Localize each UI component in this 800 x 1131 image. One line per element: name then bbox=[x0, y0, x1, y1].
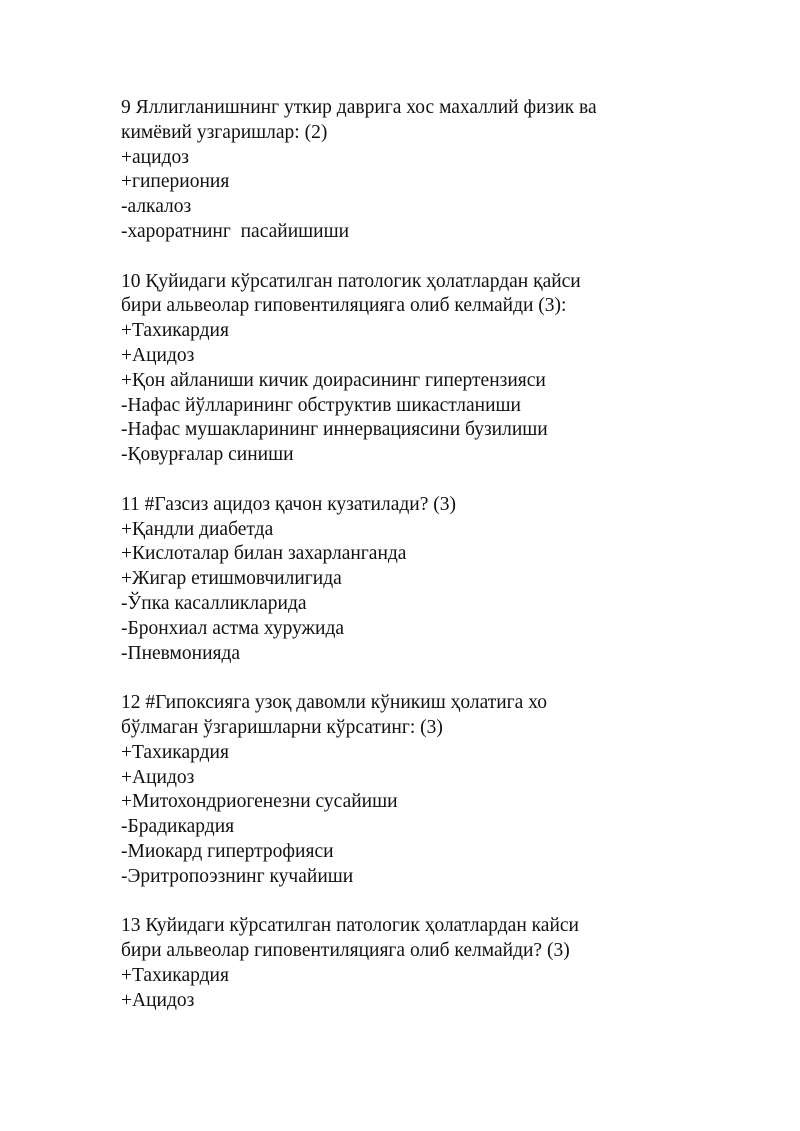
answer-option: +ацидоз bbox=[121, 146, 189, 168]
answer-option: -Ўпка касалликларида bbox=[121, 592, 307, 614]
answer-option: +Жигар етишмовчилигида bbox=[121, 568, 342, 590]
answer-option: -Пневмонияда bbox=[121, 642, 241, 664]
question-text-line: 13 Куйидаги кўрсатилган патологик ҳолатлардан кайси bbox=[121, 915, 579, 937]
answer-option: +Ацидоз bbox=[121, 989, 195, 1011]
answer-option: +Кислоталар билан захарланганда bbox=[121, 543, 407, 565]
answer-option: -хароратнинг пасайишиши bbox=[121, 220, 350, 242]
question-text-line: бири альвеолар гиповентиляцияга олиб келмайди? (3) bbox=[121, 940, 570, 962]
answer-option: +гипериония bbox=[121, 171, 230, 193]
question-text-line: 12 #Гипоксияга узоқ давомли кўникиш ҳолатига хо bbox=[121, 692, 547, 714]
question-13 bbox=[121, 914, 681, 1013]
answer-option: +Тахикардия bbox=[121, 741, 229, 763]
answer-option: -Қовурғалар синиши bbox=[121, 444, 294, 466]
answer-option: +Тахикардия bbox=[121, 320, 229, 342]
answer-option: +Қон айланиши кичик доирасининг гипертензияси bbox=[121, 369, 546, 391]
question-text-line: 10 Қуйидаги кўрсатилган патологик ҳолатлардан қайси bbox=[121, 270, 581, 292]
answer-option: +Қандли диабетда bbox=[121, 518, 274, 540]
question-11 bbox=[121, 493, 681, 667]
question-text-line: бири альвеолар гиповентиляцияга олиб келмайди (3): bbox=[121, 295, 567, 317]
answer-option: -Эритропоэзнинг кучайиши bbox=[121, 865, 354, 887]
question-text-line: 11 #Газсиз ацидоз қачон кузатилади? (3) bbox=[121, 493, 456, 515]
question-text-line: кимёвий узгаришлар: (2) bbox=[121, 121, 328, 143]
answer-option: +Ацидоз bbox=[121, 344, 195, 366]
answer-option: -Брадикардия bbox=[121, 816, 235, 838]
answer-option: +Ацидоз bbox=[121, 766, 195, 788]
question-10 bbox=[121, 270, 681, 468]
answer-option: +Митохондриогенезни сусайиши bbox=[121, 791, 398, 813]
answer-option: -Миокард гипертрофияси bbox=[121, 840, 334, 862]
answer-option: +Тахикардия bbox=[121, 964, 229, 986]
question-12 bbox=[121, 691, 681, 889]
question-9 bbox=[121, 96, 681, 245]
question-text-line: 9 Яллигланишнинг уткир даврига хос махаллий физик ва bbox=[121, 97, 597, 118]
document-page bbox=[121, 96, 681, 1013]
question-text-line: бўлмаган ўзгаришларни кўрсатинг: (3) bbox=[121, 716, 443, 738]
answer-option: -Нафас йўлларининг обструктив шикастланиши bbox=[121, 394, 521, 416]
answer-option: -алкалоз bbox=[121, 196, 192, 218]
answer-option: -Бронхиал астма хуружида bbox=[121, 617, 345, 639]
answer-option: -Нафас мушакларининг иннервациясини бузилиши bbox=[121, 419, 548, 441]
